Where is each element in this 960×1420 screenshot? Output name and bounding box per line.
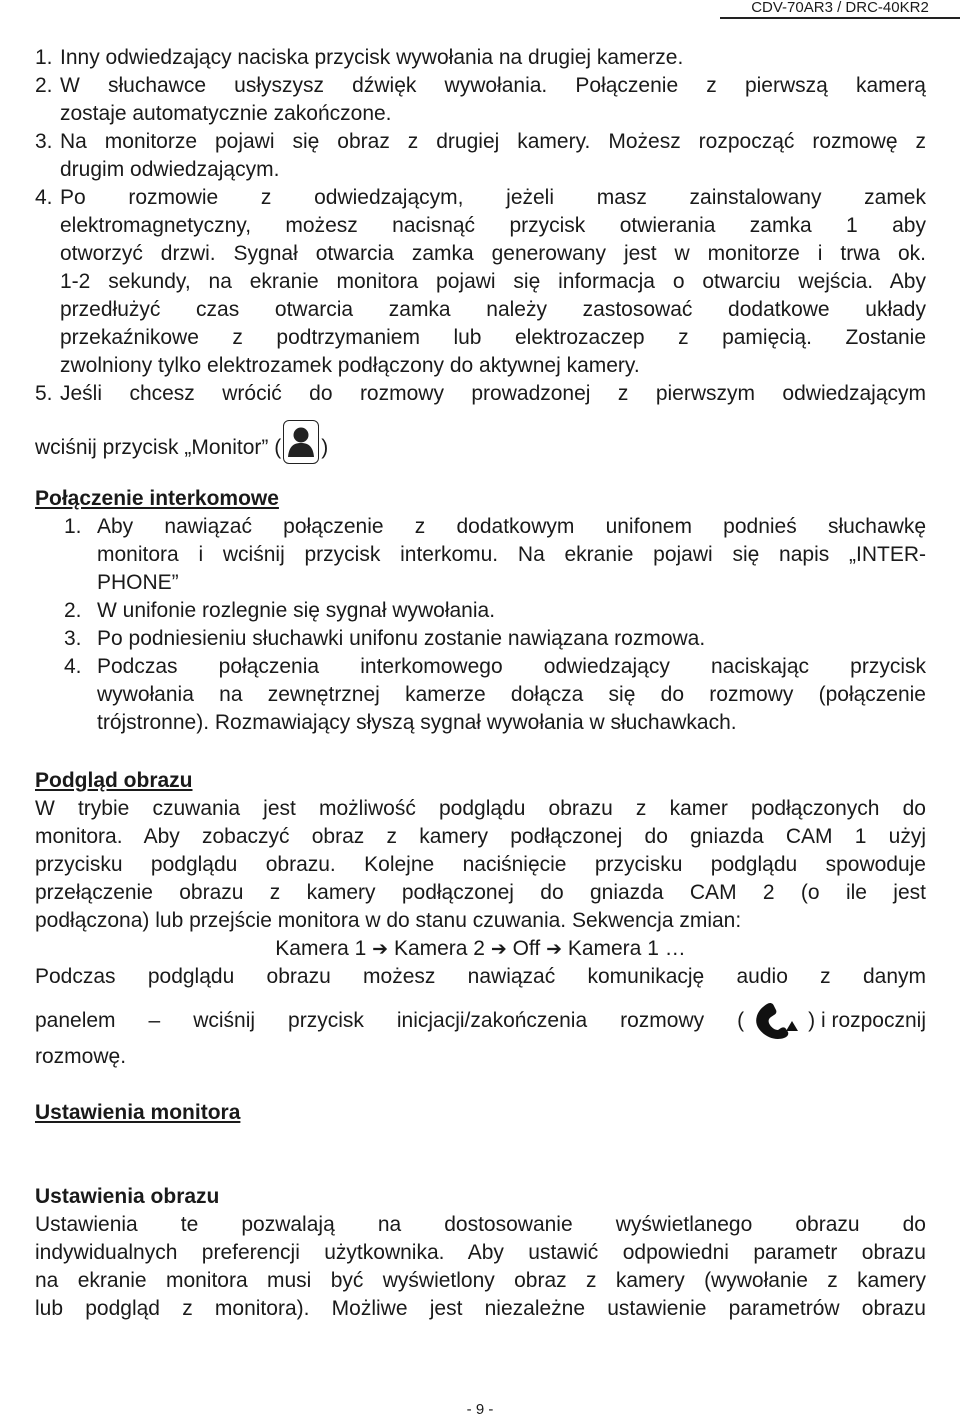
list-item: 2. W unifonie rozlegnie się sygnał wywołania.: [64, 599, 496, 622]
arrow-right-icon: ➔: [546, 938, 562, 960]
handset-button-line: panelem – wciśnij przycisk inicjacji/zakończenia rozmowy ( ) i rozpocznij: [35, 999, 926, 1043]
section-title: Połączenie interkomowe: [35, 487, 279, 510]
document-header: CDV-70AR3 / DRC-40KR2: [720, 0, 960, 19]
list-item: 5. Jeśli chcesz wrócić do rozmowy prowadzonej z pierwszym odwiedzającym: [35, 382, 926, 405]
monitor-button-line: wciśnij przycisk „Monitor” ( ): [35, 420, 926, 465]
list-item: 4. Podczas połączenia interkomowego odwiedzający naciskając przycisk wywołania na zewnętrznej kamerze dołącza się do rozmowy (połączenie trójstronne). Rozmawiający słyszą sygnał wywołania w słuchawkach.: [64, 655, 926, 734]
section-title: Ustawienia monitora: [35, 1101, 241, 1124]
list-item: 3. Po podniesieniu słuchawki unifonu zostanie nawiązana rozmowa.: [64, 627, 706, 650]
arrow-right-icon: ➔: [490, 938, 507, 960]
list-item: 2. W słuchawce usłyszysz dźwięk wywołania. Połączenie z pierwszą kamerą zostaje automatycznie zakończone.: [35, 74, 926, 125]
list-item: 4. Po rozmowie z odwiedzającym, jeżeli masz zainstalowany zamek elektromagnetyczny, możesz nacisnąć przycisk otwierania zamka 1 aby otworzyć drzwi. Sygnał otwarcia zamka generowany jest w monitorze i trwa ok. 1-2 sekundy, na ekranie monitora pojawi się informacja o otwarciu wejścia. Aby przedłużyć czas otwarcia zamka należy zastosować dodatkowe układy przekaźnikowe z podtrzymaniem lub elektrozaczep z pamięcią. Zostanie zwolniony tylko elektrozamek podłączony do aktywnej kamery.: [35, 186, 926, 377]
image-settings-section: Ustawienia obrazu Ustawienia te pozwalają na dostosowanie wyświetlanego obrazu do indywidualnych preferencji użytkownika. Aby ustawić odpowiedni parametr obrazu na ekranie monitora musi być wyświetlony obraz z kamery (wywołanie z kamery lub podgląd z monitora). Możliwe jest niezależne ustawienie parametrów obrazu: [35, 1185, 926, 1320]
sequence-line: Kamera 1 ➔ Kamera 2 ➔ Off ➔ Kamera 1 …: [275, 937, 686, 960]
section-title: Ustawienia obrazu: [35, 1185, 220, 1208]
list-item: 3. Na monitorze pojawi się obraz z drugiej kamery. Możesz rozpocząć rozmowę z drugim odwiedzającym.: [35, 130, 926, 181]
handset-icon: [750, 999, 802, 1043]
section-title: Podgląd obrazu: [35, 769, 193, 792]
page-content: [35, 44, 926, 1323]
arrow-right-icon: ➔: [372, 938, 389, 960]
monitor-person-icon: [283, 420, 319, 464]
intercom-section: [35, 485, 926, 737]
page-number: - 9 -: [466, 1401, 494, 1418]
list-item: 1. Aby nawiązać połączenie z dodatkowym unifonem podnieś słuchawkę monitora i wciśnij przycisk interkomu. Na ekranie pojawi się napis „INTER- PHONE”: [64, 515, 926, 594]
list-item: 1. Inny odwiedzający naciska przycisk wywołania na drugiej kamerze.: [35, 46, 684, 69]
call-list: [35, 44, 926, 465]
preview-section: Podgląd obrazu W trybie czuwania jest możliwość podglądu obrazu z kamer podłączonych do monitora. Aby zobaczyć obraz z kamery podłączonej do gniazda CAM 1 użyj przycisku podglądu obrazu. Kolejne naciśnięcie przycisku podglądu spowoduje przełączenie obrazu z kamery podłączonej do gniazda CAM 2 (o ile jest podłączona) lub przejście monitora w do stanu czuwania. Sekwencja zmian: Kamera 1 ➔ Kamera 2 ➔ Off ➔ Kamera 1 … Podczas podglądu obrazu możesz nawiązać komunikację audio z danym panelem – wciśnij przycisk inicjacji/zakończenia rozmowy ( ) i rozpocznij rozmowę.: [35, 769, 926, 1068]
